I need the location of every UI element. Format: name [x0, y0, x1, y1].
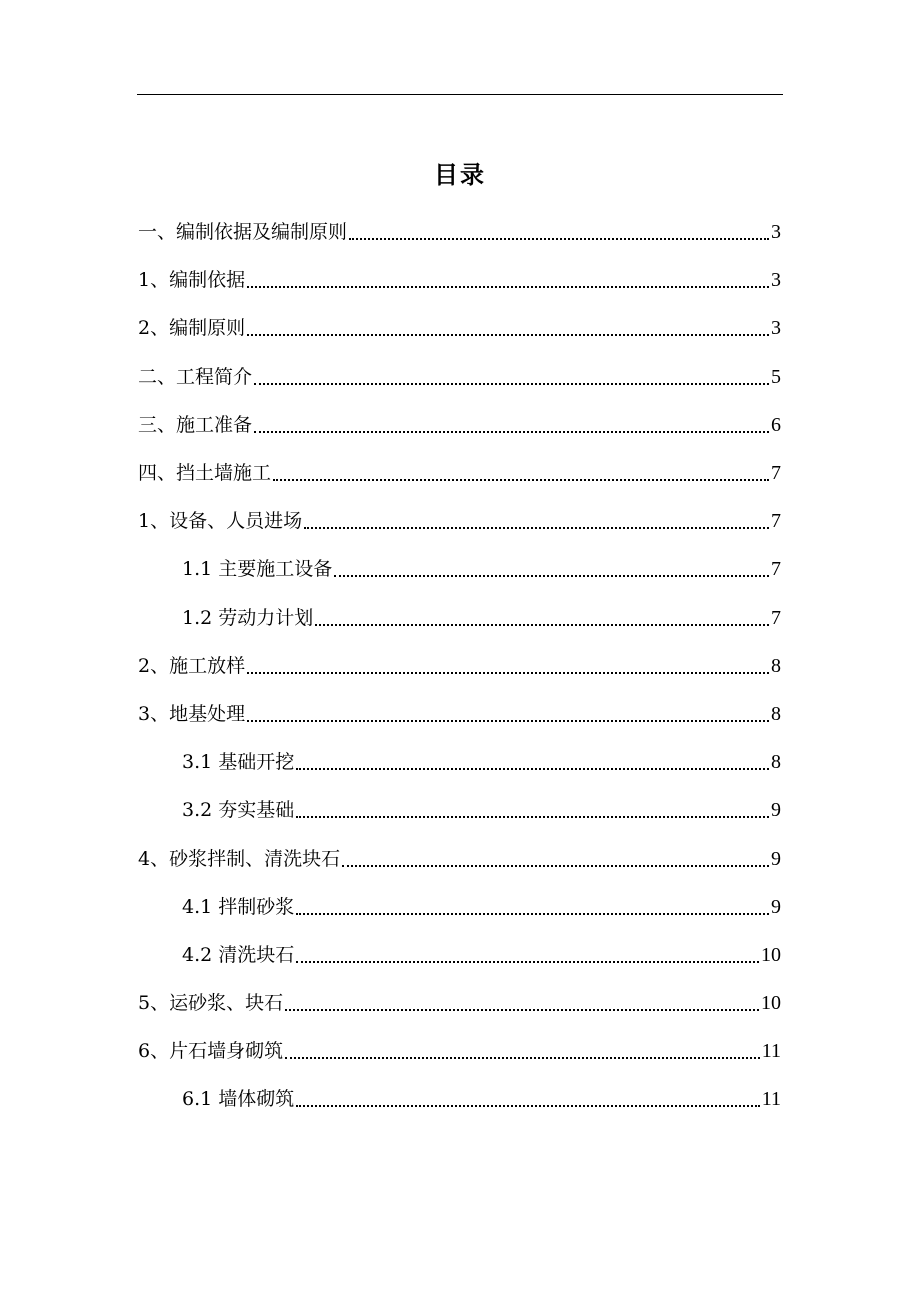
dot-leader	[315, 603, 769, 633]
table-of-contents	[138, 208, 781, 1124]
toc-entry-page: 5	[771, 365, 781, 388]
dot-leader	[247, 313, 769, 343]
toc-entry[interactable]	[138, 208, 781, 256]
toc-entry[interactable]	[138, 642, 781, 690]
dot-leader	[273, 458, 769, 488]
toc-entry-label: 1.2 劳动力计划	[182, 606, 314, 629]
dot-leader	[342, 844, 769, 874]
toc-entry-page: 9	[771, 847, 781, 870]
toc-entry-label: 1、设备、人员进场	[138, 510, 303, 533]
toc-entry-page: 8	[771, 751, 781, 774]
dot-leader	[296, 892, 769, 922]
toc-subentry[interactable]	[138, 931, 781, 979]
dot-leader	[304, 506, 769, 536]
toc-entry-label: 5、运砂浆、块石	[138, 992, 284, 1015]
toc-subentry[interactable]	[138, 545, 781, 593]
toc-entry[interactable]	[138, 449, 781, 497]
toc-entry-label: 2、编制原则	[138, 317, 246, 340]
toc-entry-page: 3	[771, 269, 781, 292]
toc-entry-page: 11	[761, 1088, 781, 1111]
toc-entry[interactable]	[138, 256, 781, 304]
dot-leader	[334, 554, 769, 584]
toc-entry-label: 1、编制依据	[138, 269, 246, 292]
toc-entry-page: 11	[761, 1040, 781, 1063]
toc-entry-page: 7	[771, 462, 781, 485]
dot-leader	[296, 747, 769, 777]
toc-entry[interactable]	[138, 690, 781, 738]
toc-subentry[interactable]	[138, 883, 781, 931]
toc-subentry[interactable]	[138, 594, 781, 642]
toc-entry-label: 4.1 拌制砂浆	[182, 895, 295, 918]
toc-entry-label: 6.1 墙体砌筑	[182, 1088, 295, 1111]
toc-entry-page: 10	[761, 943, 781, 966]
dot-leader	[254, 362, 769, 392]
toc-entry-label: 二、工程简介	[138, 365, 253, 388]
dot-leader	[296, 795, 769, 825]
toc-entry-page: 7	[771, 606, 781, 629]
toc-entry-label: 三、施工准备	[138, 413, 253, 436]
toc-entry-page: 3	[771, 221, 781, 244]
toc-entry-page: 8	[771, 654, 781, 677]
dot-leader	[247, 265, 769, 295]
toc-entry-page: 6	[771, 413, 781, 436]
toc-entry[interactable]	[138, 979, 781, 1027]
dot-leader	[285, 988, 759, 1018]
toc-entry-page: 9	[771, 895, 781, 918]
toc-entry-label: 3.2 夯实基础	[182, 799, 295, 822]
toc-subentry[interactable]	[138, 738, 781, 786]
toc-entry-label: 3、地基处理	[138, 702, 246, 725]
dot-leader	[296, 940, 759, 970]
dot-leader	[247, 699, 769, 729]
toc-entry-page: 7	[771, 510, 781, 533]
toc-subentry[interactable]	[138, 1075, 781, 1123]
toc-entry-label: 1.1 主要施工设备	[182, 558, 333, 581]
toc-entry[interactable]	[138, 497, 781, 545]
dot-leader	[349, 217, 769, 247]
toc-entry-label: 四、挡土墙施工	[138, 462, 272, 485]
toc-entry-label: 6、片石墙身砌筑	[138, 1040, 284, 1063]
toc-entry-page: 3	[771, 317, 781, 340]
toc-entry-page: 7	[771, 558, 781, 581]
dot-leader	[247, 651, 769, 681]
toc-entry-page: 8	[771, 702, 781, 725]
toc-entry[interactable]	[138, 304, 781, 352]
toc-entry-label: 2、施工放样	[138, 654, 246, 677]
dot-leader	[254, 410, 769, 440]
toc-entry[interactable]	[138, 401, 781, 449]
toc-entry-label: 一、编制依据及编制原则	[138, 221, 348, 244]
header-rule	[137, 94, 783, 95]
dot-leader	[296, 1084, 759, 1114]
toc-entry-label: 4、砂浆拌制、清洗块石	[138, 847, 341, 870]
toc-title: 目录	[434, 161, 486, 189]
toc-entry-label: 4.2 清洗块石	[182, 943, 295, 966]
toc-subentry[interactable]	[138, 786, 781, 834]
toc-entry[interactable]	[138, 1027, 781, 1075]
toc-entry-label: 3.1 基础开挖	[182, 751, 295, 774]
toc-entry-page: 10	[761, 992, 781, 1015]
toc-entry-page: 9	[771, 799, 781, 822]
toc-entry[interactable]	[138, 353, 781, 401]
dot-leader	[285, 1036, 760, 1066]
toc-entry[interactable]	[138, 834, 781, 882]
